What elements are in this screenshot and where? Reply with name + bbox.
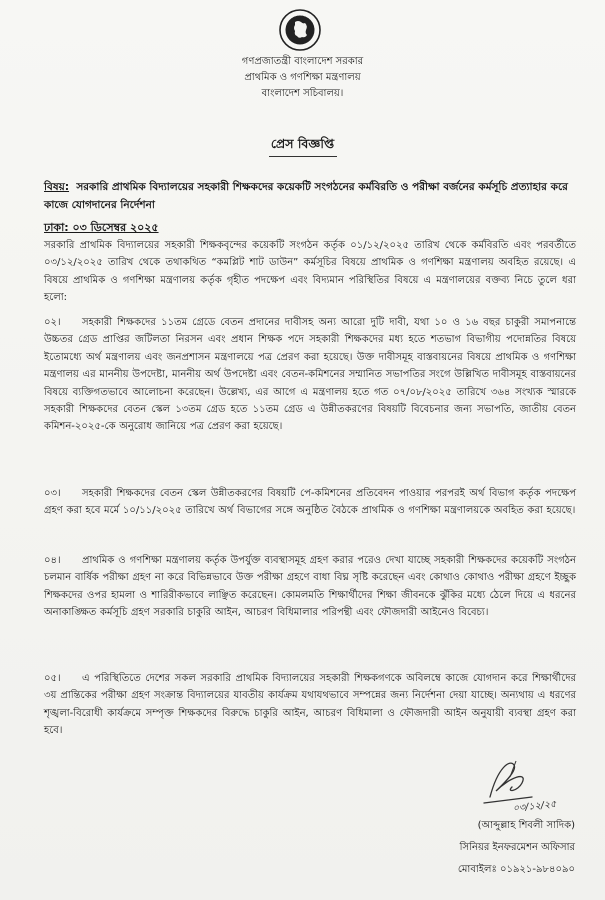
paragraph-text: এ পরিস্থিতিতে দেশের সকল সরকারি প্রাথমিক বিদ্যালয়ের সহকারী শিক্ষকগণকে অবিলম্বে কাজে যোগদান করে শিক্ষার্থীদের ৩য় প্রান্তিকের পরীক্ষা গ্রহণ সংক্রান্ত বিদ্যালয়ের যাবতীয় কার্যক্রম যথাযথভাবে সম্পন্নের জন্য নির্দেশনা দেয়া যাচ্ছে। অন্যথায় এ ধরণের শৃঙ্খলা-বিরোধী কার্যক্রমে সম্পৃক্ত শিক্ষকদের বিরুদ্ধে চাকুরি আইন, আচরণ বিধিমালা ও ফৌজদারী আইন অনুযায়ী ব্যবস্থা গ্রহণ করা হবে। xyxy=(44,673,576,737)
paragraph-number: ০৪। xyxy=(44,555,61,566)
signer-designation: সিনিয়র ইনফরমেশন অফিসার xyxy=(459,842,575,853)
document-title: প্রেস বিজ্ঞপ্তি xyxy=(270,136,335,151)
signature-date: ০৩/১২/২৫ xyxy=(512,798,557,815)
header-line-government: গণপ্রজাতন্ত্রী বাংলাদেশ সরকার xyxy=(241,56,364,67)
signer-name: (আব্দুল্লাহ শিবলী সাদিক) xyxy=(477,820,575,831)
paragraph-text: সহকারী শিক্ষকদের ১১তম গ্রেডে বেতন প্রদানের দাবীসহ অন্য আরো দুটি দাবী, যথা ১০ ও ১৬ বছর চাকুরী সমাপনান্তে উচ্চতর গ্রেড প্রাপ্তির জটিলতা নিরসন এবং প্রধান শিক্ষক পদে সহকারী শিক্ষকদের মধ্য হতে শতভাগ বিভাগীয় পদোন্নতির বিষয়ে ইতোমধ্যে অর্থ মন্ত্রণালয় এবং জনপ্রশাসন মন্ত্রণালয়ে পত্র প্রেরণ করা হয়েছে। উক্ত দাবীসমূহ বাস্তবায়নের বিষয়ে প্রাথমিক ও গণশিক্ষা মন্ত্রণালয় এর মাননীয় উপদেষ্টা, মাননীয় অর্থ উপদেষ্টা এবং বেতন-কমিশনের সম্মানিত সভাপতির সংগে উল্লিখিত দাবীসমূহ বাস্তবায়নের বিষয়ে ব্যক্তিগতভাবে আলোচনা করেছেন। উল্লেখ্য, এর আগে এ মন্ত্রণালয় হতে গত ০৭/০৮/২০২৫ তারিখে ৩৬৪ সংখ্যক স্মারকে সহকারী শিক্ষকদের বেতন স্কেল ১৩তম গ্রেড হতে ১১তম গ্রেড এ উন্নীতকরণের বিষয়টি বিবেচনার জন্য সভাপতি, জাতীয় বেতন কমিশন-২০২৫-কে অনুরোধ জানিয়ে পত্র প্রেরণ করা হয়েছে। xyxy=(44,317,576,433)
subject-text: সরকারি প্রাথমিক বিদ্যালয়ের সহকারী শিক্ষকদের কয়েকটি সংগঠনের কর্মবিরতি ও পরীক্ষা বর্জনের কর্মসূচি প্রত্যাহার করে কাজে যোগদানের নির্দেশনা xyxy=(44,181,568,211)
paragraph-number: ০২। xyxy=(44,317,61,328)
paragraph-03 xyxy=(44,485,576,520)
header-line-secretariat: বাংলাদেশ সচিবালয়। xyxy=(261,88,344,99)
paragraph-number: ০৫। xyxy=(44,673,61,684)
paragraph-text: প্রাথমিক ও গণশিক্ষা মন্ত্রণালয় কর্তৃক উপর্যুক্ত ব্যবস্থাসমূহ গ্রহণ করার পরেও দেখা যাচ্ছে সহকারী শিক্ষকদের কয়েকটি সংগঠন চলমান বার্ষিক পরীক্ষা গ্রহণ না করে বিভিন্নভাবে উক্ত পরীক্ষা গ্রহণে বাধা বিঘ্ন সৃষ্টি করেছেন এবং কোথাও কোথাও পরীক্ষা গ্রহণে ইচ্ছুক শিক্ষকদের ওপর হামলা ও শারিরীকভাবে লাঞ্ছিত করেছেন। কোমলমতি শিক্ষার্থীদের শিক্ষা জীবনকে ঝুঁকির মধ্যে ঠেলে দিয়ে এ ধরনের অনাকাঙ্ক্ষিত কর্মসূচি গ্রহণ সরকারি চাকুরি আইন, আচরণ বিধিমালার পরিপন্থী এবং ফৌজদারী আইনেও বিবেচ্য। xyxy=(44,555,576,619)
intro-paragraph: সরকারি প্রাথমিক বিদ্যালয়ের সহকারী শিক্ষকবৃন্দের কয়েকটি সংগঠন কর্তৃক ০১/১২/২০২৫ তারিখ থেকে কর্মবিরতি এবং পরবর্তীতে ০৩/১২/২০২৫ তারিখ থেকে তথাকথিত “কমপ্লিট শাট ডাউন” কর্মসূচির বিষয়ে প্রাথমিক ও গণশিক্ষা মন্ত্রণালয় অবহিত রয়েছে। এ বিষয়ে প্রাথমিক ও গণশিক্ষা মন্ত্রণালয় কর্তৃক গৃহীত পদক্ষেপ এবং বিদ্যমান পরিস্থিতির বিষয়ে এ মন্ত্রণালয়ের বক্তব্য নিচে তুলে ধরা হলো: xyxy=(44,240,576,304)
bangladesh-government-seal-icon xyxy=(278,8,322,52)
paragraph-04 xyxy=(44,552,576,622)
paragraph-text: সহকারী শিক্ষকদের বেতন স্কেল উন্নীতকরণের বিষয়টি পে-কমিশনের প্রতিবেদন পাওয়ার পরপরই অর্থ বিভাগ কর্তৃক পদক্ষেপ গ্রহণ করা হবে মর্মে ১০/১১/২০২৫ তারিখে অর্থ বিভাগের সঙ্গে অনুষ্ঠিত বৈঠকে প্রাথমিক ও গণশিক্ষা মন্ত্রণালয়কে অবহিত করা হয়েছে। xyxy=(44,488,576,517)
signer-mobile: মোবাইলঃ ০১৯২১-৯৮৪০৯০ xyxy=(457,864,575,875)
subject-label: বিষয়: xyxy=(44,181,70,193)
header-line-ministry: প্রাথমিক ও গণশিক্ষা মন্ত্রণালয় xyxy=(244,72,361,83)
paragraph-05 xyxy=(44,670,576,740)
title-underline xyxy=(269,156,337,157)
subject-line xyxy=(44,178,576,214)
paragraph-02 xyxy=(44,314,576,436)
dateline: ঢাকা: ০৩ ডিসেম্বর ২০২৫ xyxy=(44,221,159,234)
paragraph-number: ০৩। xyxy=(44,488,61,499)
